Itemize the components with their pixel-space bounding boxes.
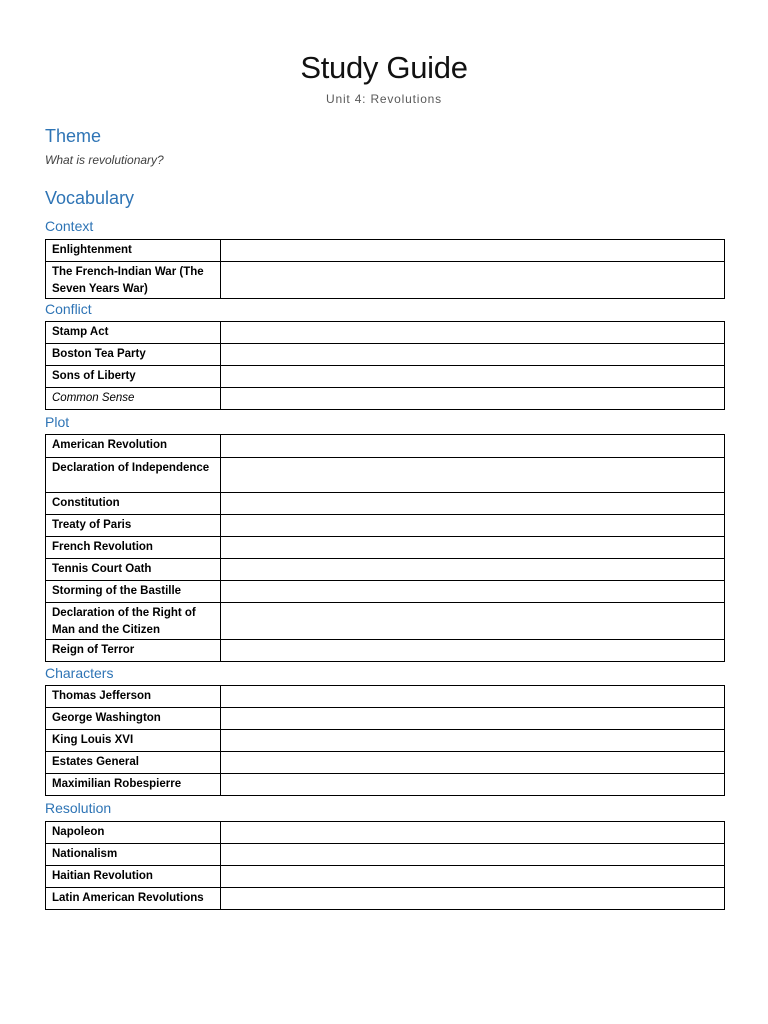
term-cell: Tennis Court Oath	[46, 559, 221, 581]
table-row	[46, 603, 725, 640]
term-cell: The French-Indian War (The Seven Years War)	[46, 262, 221, 299]
definition-cell[interactable]	[221, 322, 725, 344]
definition-cell[interactable]	[221, 581, 725, 603]
definition-cell[interactable]	[221, 559, 725, 581]
definition-cell[interactable]	[221, 344, 725, 366]
definition-cell[interactable]	[221, 435, 725, 458]
section-heading-characters: Characters	[45, 665, 114, 681]
definition-cell[interactable]	[221, 515, 725, 537]
term-cell: Maximilian Robespierre	[46, 774, 221, 796]
table-row	[46, 774, 725, 796]
table-row	[46, 844, 725, 866]
table-row	[46, 240, 725, 262]
definition-cell[interactable]	[221, 866, 725, 888]
term-cell: King Louis XVI	[46, 730, 221, 752]
term-cell: Latin American Revolutions	[46, 888, 221, 910]
table-row	[46, 322, 725, 344]
table-row	[46, 262, 725, 299]
table-row	[46, 458, 725, 493]
term-cell: Sons of Liberty	[46, 366, 221, 388]
definition-cell[interactable]	[221, 844, 725, 866]
definition-cell[interactable]	[221, 708, 725, 730]
term-cell: Reign of Terror	[46, 640, 221, 662]
section-heading-context: Context	[45, 218, 94, 234]
term-cell: French Revolution	[46, 537, 221, 559]
section-heading-resolution: Resolution	[45, 800, 112, 816]
definition-cell[interactable]	[221, 262, 725, 299]
definition-cell[interactable]	[221, 493, 725, 515]
table-row	[46, 515, 725, 537]
term-cell: Nationalism	[46, 844, 221, 866]
table-row	[46, 640, 725, 662]
table-row	[46, 344, 725, 366]
term-cell: American Revolution	[46, 435, 221, 458]
table-row	[46, 493, 725, 515]
section-heading-conflict: Conflict	[45, 301, 92, 317]
term-cell: Enlightenment	[46, 240, 221, 262]
term-cell: Napoleon	[46, 822, 221, 844]
vocab-table-characters	[45, 685, 725, 796]
term-cell: Declaration of the Right of Man and the Citizen	[46, 603, 221, 640]
term-cell: Stamp Act	[46, 322, 221, 344]
page-subtitle: Unit 4: Revolutions	[326, 92, 442, 106]
definition-cell[interactable]	[221, 240, 725, 262]
page-title: Study Guide	[300, 50, 468, 85]
table-row	[46, 435, 725, 458]
theme-question: What is revolutionary?	[45, 153, 164, 167]
definition-cell[interactable]	[221, 774, 725, 796]
table-row	[46, 559, 725, 581]
table-row	[46, 730, 725, 752]
table-row	[46, 888, 725, 910]
table-row	[46, 708, 725, 730]
definition-cell[interactable]	[221, 458, 725, 493]
definition-cell[interactable]	[221, 752, 725, 774]
vocab-table-resolution	[45, 821, 725, 910]
term-cell: Estates General	[46, 752, 221, 774]
table-row	[46, 866, 725, 888]
term-cell: Declaration of Independence	[46, 458, 221, 493]
table-row	[46, 822, 725, 844]
term-cell: Treaty of Paris	[46, 515, 221, 537]
definition-cell[interactable]	[221, 603, 725, 640]
definition-cell[interactable]	[221, 686, 725, 708]
definition-cell[interactable]	[221, 730, 725, 752]
definition-cell[interactable]	[221, 537, 725, 559]
definition-cell[interactable]	[221, 640, 725, 662]
term-cell: Boston Tea Party	[46, 344, 221, 366]
term-cell: George Washington	[46, 708, 221, 730]
vocab-table-conflict	[45, 321, 725, 410]
table-row	[46, 581, 725, 603]
definition-cell[interactable]	[221, 888, 725, 910]
definition-cell[interactable]	[221, 822, 725, 844]
table-row	[46, 388, 725, 410]
table-row	[46, 537, 725, 559]
vocabulary-heading: Vocabulary	[45, 188, 135, 208]
term-cell: Common Sense	[46, 388, 221, 410]
theme-heading: Theme	[45, 126, 102, 146]
table-row	[46, 686, 725, 708]
term-cell: Haitian Revolution	[46, 866, 221, 888]
vocab-table-plot	[45, 434, 725, 662]
term-cell: Storming of the Bastille	[46, 581, 221, 603]
vocab-table-context	[45, 239, 725, 299]
term-cell: Thomas Jefferson	[46, 686, 221, 708]
definition-cell[interactable]	[221, 388, 725, 410]
term-cell: Constitution	[46, 493, 221, 515]
section-heading-plot: Plot	[45, 414, 70, 430]
table-row	[46, 366, 725, 388]
definition-cell[interactable]	[221, 366, 725, 388]
table-row	[46, 752, 725, 774]
